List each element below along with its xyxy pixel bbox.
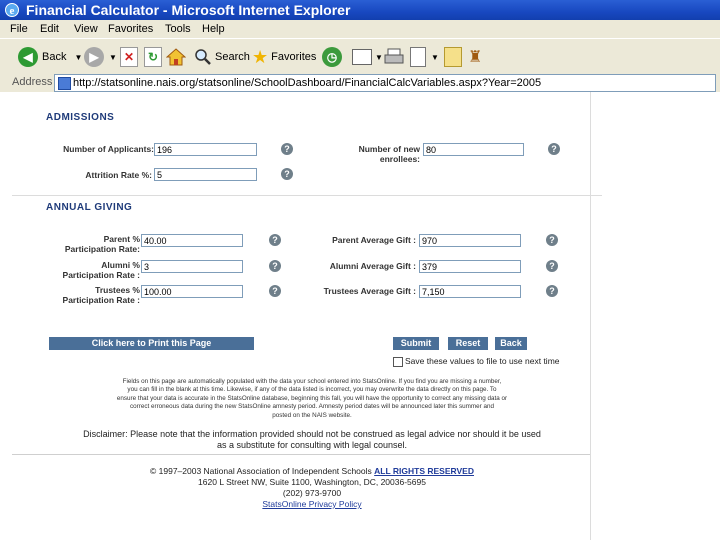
footer [72, 466, 552, 510]
trustees-participation-input[interactable]: 100.00 [141, 285, 243, 298]
window-title: Financial Calculator - Microsoft Internet Explorer [26, 2, 351, 18]
search-button[interactable] [194, 45, 250, 69]
favorites-label: Favorites [271, 51, 317, 63]
menu-view[interactable]: View [74, 23, 98, 35]
footer-phone: (202) 973-9700 [282, 488, 342, 498]
notice-line: you can fill in the blank at this time. Likewise, if any of the data listed is incorrect, you may overwrite the data directly on this page. To [127, 386, 497, 394]
help-icon[interactable]: ? [546, 285, 558, 297]
search-icon [194, 48, 212, 66]
search-label: Search [215, 51, 250, 63]
chevron-down-icon: ▼ [74, 52, 83, 62]
mail-icon [352, 49, 372, 65]
trustees-participation-label: Trustees % Participation Rate : [62, 285, 140, 305]
refresh-icon: ↻ [144, 47, 162, 67]
alumni-average-gift-label: Alumni Average Gift : [329, 261, 416, 271]
applicants-input[interactable]: 196 [154, 143, 257, 156]
chevron-down-icon: ▼ [431, 52, 439, 62]
footer-address: 1620 L Street NW, Suite 1100, Washington, DC, 20036-5695 [198, 477, 426, 487]
document-icon [410, 47, 426, 67]
alumni-participation-label: Alumni % Participation Rate : [62, 260, 140, 280]
print-page-button[interactable]: Click here to Print this Page [49, 337, 254, 350]
history-button[interactable] [322, 45, 342, 69]
help-icon[interactable]: ? [269, 234, 281, 246]
save-values-checkbox[interactable] [393, 357, 403, 367]
stop-icon: ✕ [120, 47, 138, 67]
disclaimer-line: Disclaimer: Please note that the information provided should not be construed as legal advice nor should it be used [83, 429, 541, 439]
history-icon: ◷ [322, 47, 342, 67]
star-icon: ★ [252, 46, 269, 67]
back-label: Back [42, 51, 67, 63]
messenger-button[interactable] [468, 45, 482, 69]
notice-line: ensure that your data is accurate in the StatsOnline database, beginning this fall, you will have the opportunity to correct any missing data or [116, 394, 508, 402]
trustees-average-gift-label: Trustees Average Gift : [323, 286, 416, 296]
reset-button[interactable]: Reset [448, 337, 488, 350]
back-arrow-icon: ◀ [18, 47, 38, 67]
alumni-average-gift-input[interactable]: 379 [419, 260, 521, 273]
footer-divider [12, 454, 590, 455]
notice-line: correct erroneous data during the new StatsOnline amnesty period. Amnesty period dates will be announced later this summer and [129, 403, 495, 411]
chevron-down-icon: ▼ [375, 52, 383, 62]
parent-participation-input[interactable]: 40.00 [141, 234, 243, 247]
new-enrollees-label: Number of new enrollees: [358, 144, 420, 164]
chevron-down-icon: ▼ [109, 52, 117, 62]
alumni-participation-input[interactable]: 3 [141, 260, 243, 273]
menu-bar [0, 20, 720, 38]
edit-button[interactable] [410, 45, 439, 69]
disclaimer-text [52, 429, 572, 451]
back-button[interactable] [18, 45, 82, 69]
stop-button[interactable] [120, 45, 138, 69]
privacy-policy-link[interactable]: StatsOnline Privacy Policy [262, 499, 362, 509]
parent-average-gift-label: Parent Average Gift : [332, 235, 416, 245]
menu-tools[interactable]: Tools [165, 23, 191, 35]
help-icon[interactable]: ? [548, 143, 560, 155]
attrition-input[interactable]: 5 [154, 168, 257, 181]
help-icon[interactable]: ? [281, 168, 293, 180]
notice-text [52, 378, 572, 420]
home-button[interactable] [166, 45, 186, 69]
research-icon: ♜ [468, 49, 483, 66]
svg-text:e: e [9, 5, 15, 17]
page-content [12, 92, 720, 540]
window-titlebar [0, 0, 720, 20]
address-bar [0, 74, 720, 92]
submit-button[interactable]: Submit [393, 337, 439, 350]
menu-favorites[interactable]: Favorites [108, 23, 154, 35]
section-divider [12, 195, 602, 196]
forward-arrow-icon: ▶ [84, 47, 104, 67]
help-icon[interactable]: ? [269, 260, 281, 272]
menu-edit[interactable]: Edit [40, 23, 59, 35]
help-icon[interactable]: ? [269, 285, 281, 297]
back-form-button[interactable]: Back [495, 337, 527, 350]
note-icon [444, 47, 462, 67]
home-icon [166, 47, 186, 67]
help-icon[interactable]: ? [281, 143, 293, 155]
copyright-text: © 1997–2003 National Association of Independent Schools [150, 466, 372, 476]
copyright-line [72, 466, 552, 477]
address-url: http://statsonline.nais.org/statsonline/SchoolDashboard/FinancialCalcVariables.aspx?Year=2005 [73, 77, 542, 89]
menu-help[interactable]: Help [202, 23, 225, 35]
annual-giving-heading: ANNUAL GIVING [46, 202, 133, 213]
page-icon [58, 77, 71, 90]
attrition-label: Attrition Rate %: [85, 170, 152, 180]
mail-button[interactable] [352, 45, 383, 69]
parent-participation-label: Parent % Participation Rate: [64, 234, 140, 254]
help-icon[interactable]: ? [546, 260, 558, 272]
content-right-border [590, 92, 591, 540]
refresh-button[interactable] [144, 45, 162, 69]
printer-icon [384, 48, 404, 66]
help-icon[interactable]: ? [546, 234, 558, 246]
admissions-heading: ADMISSIONS [46, 112, 115, 123]
new-enrollees-input[interactable]: 80 [423, 143, 524, 156]
internet-explorer-icon [4, 2, 20, 18]
trustees-average-gift-input[interactable]: 7,150 [419, 285, 521, 298]
forward-button[interactable] [84, 45, 117, 69]
rights-reserved-link[interactable]: ALL RIGHTS RESERVED [374, 466, 474, 476]
disclaimer-line: as a substitute for consulting with legal counsel. [216, 440, 408, 450]
save-values-label: Save these values to file to use next time [405, 356, 560, 366]
discuss-button[interactable] [444, 45, 462, 69]
menu-file[interactable]: File [10, 23, 28, 35]
notice-line: Fields on this page are automatically populated with the data your school entered into StatsOnline. If you find you are missing a number, [122, 378, 502, 385]
browser-toolbar [0, 38, 720, 76]
favorites-button[interactable] [252, 45, 316, 69]
notice-line: posted on the NAIS website. [272, 411, 352, 419]
print-button[interactable] [384, 45, 404, 69]
applicants-label: Number of Applicants: [63, 144, 154, 154]
address-input[interactable] [54, 74, 716, 92]
parent-average-gift-input[interactable]: 970 [419, 234, 521, 247]
address-label: Address [12, 76, 53, 88]
